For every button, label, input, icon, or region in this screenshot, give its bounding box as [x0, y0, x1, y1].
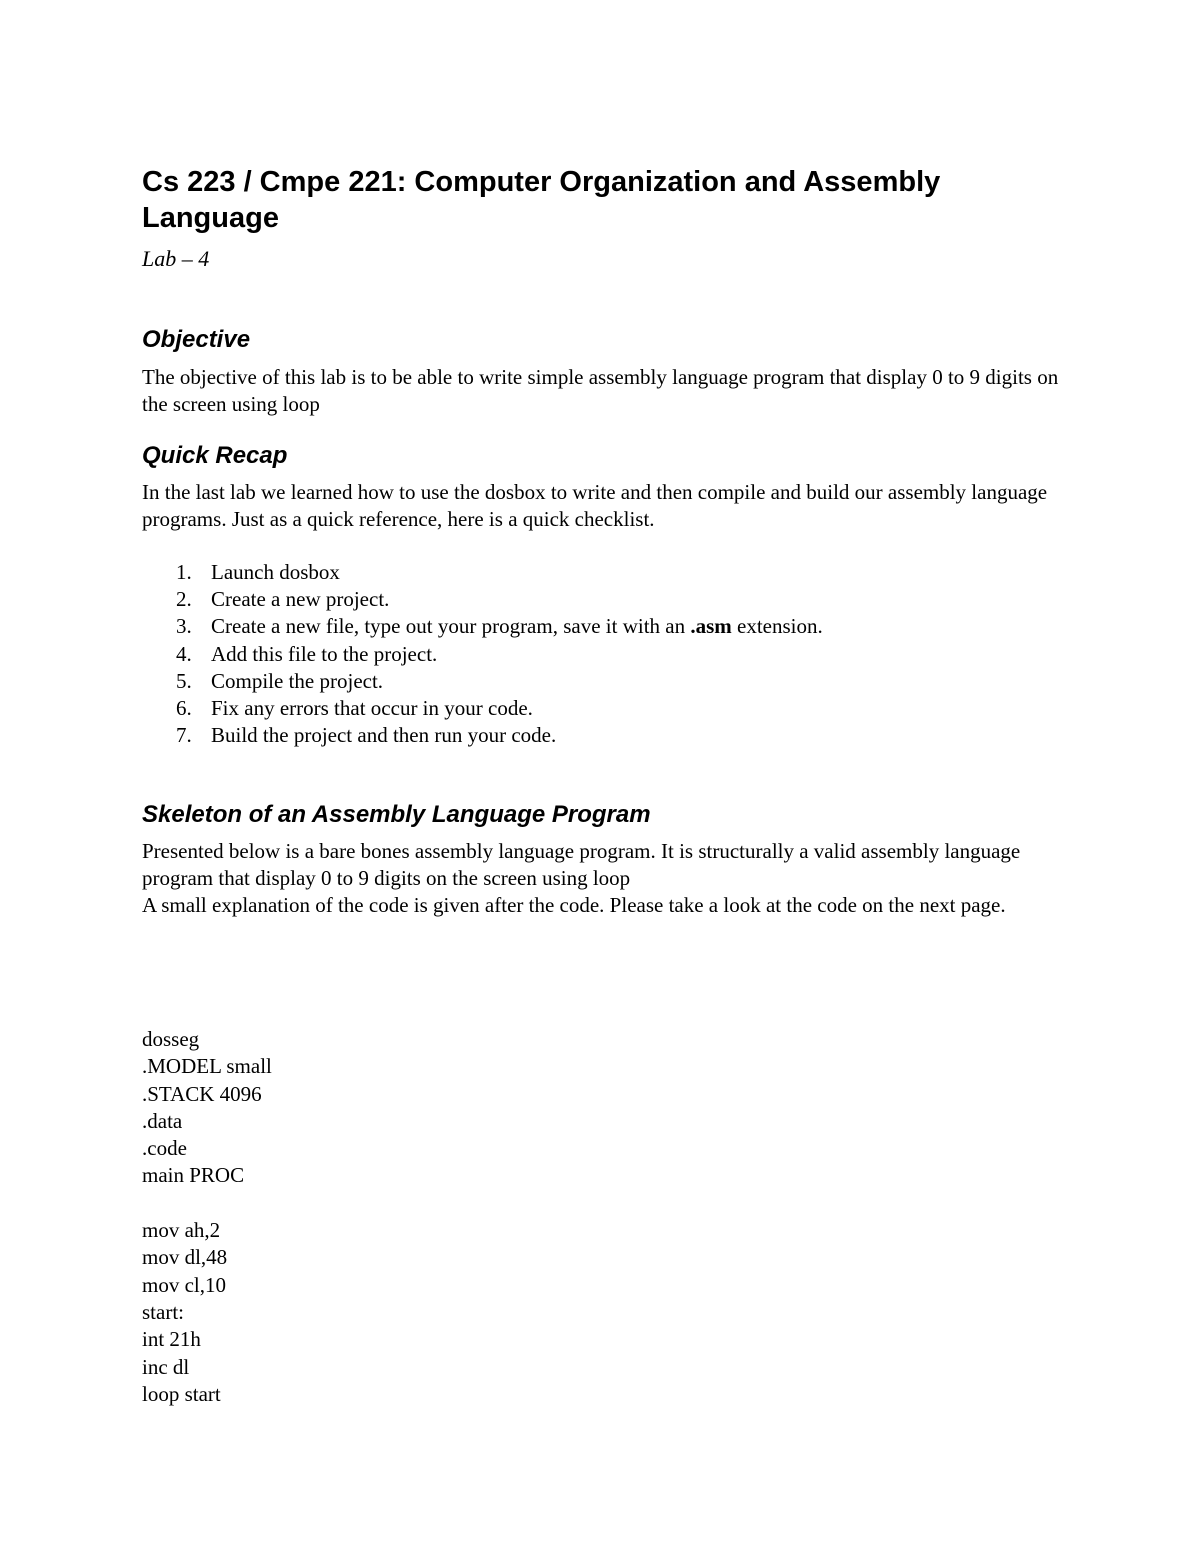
- checklist-item: [142, 695, 823, 722]
- code-line: mov cl,10: [142, 1272, 226, 1297]
- checklist-number: 5.: [176, 668, 192, 693]
- checklist-item: [142, 586, 823, 613]
- quick-recap-heading: Quick Recap: [142, 442, 288, 469]
- checklist-number: 7.: [176, 723, 192, 748]
- document-title: Cs 223 / Cmpe 221: Computer Organization and Assembly Language: [142, 166, 941, 234]
- code-line: dosseg: [142, 1027, 200, 1051]
- skeleton-heading: Skeleton of an Assembly Language Program: [142, 801, 651, 828]
- checklist-item: [142, 559, 823, 586]
- code-blank-line: [142, 1190, 272, 1217]
- objective-text: The objective of this lab is to be able to write simple assembly language program that display 0 to 9 digits on the screen using loop: [142, 365, 1059, 417]
- checklist: [142, 559, 823, 749]
- checklist-item: [142, 613, 823, 640]
- code-line: int 21h: [142, 1327, 201, 1352]
- code-line: .data: [142, 1108, 183, 1133]
- checklist-number: 3.: [176, 614, 192, 639]
- lab-number: Lab – 4: [142, 246, 210, 271]
- skeleton-note: A small explanation of the code is given after the code. Please take a look at the code on the next page.: [142, 893, 1006, 917]
- code-line: .STACK 4096: [142, 1081, 262, 1106]
- checklist-text: Build the project and then run your code.: [211, 723, 557, 748]
- code-line: start:: [142, 1299, 184, 1324]
- checklist-text: Fix any errors that occur in your code.: [211, 696, 533, 721]
- checklist-number: 1.: [176, 560, 192, 584]
- asm-extension: .asm: [690, 614, 732, 639]
- checklist-text: Add this file to the project.: [211, 641, 438, 666]
- checklist-text: Compile the project.: [211, 668, 384, 693]
- objective-heading: Objective: [142, 326, 251, 353]
- code-line: .MODEL small: [142, 1054, 272, 1079]
- checklist-item: [142, 722, 823, 749]
- checklist-item: [142, 668, 823, 695]
- checklist-text: Create a new file, type out your program, save it with an: [211, 614, 691, 639]
- checklist-number: 6.: [176, 696, 192, 721]
- code-listing: [142, 1026, 272, 1408]
- code-line: .code: [142, 1136, 187, 1161]
- skeleton-description: Presented below is a bare bones assembly language program. It is structurally a valid assembly language program that display 0 to 9 digits on the screen using loop: [142, 839, 1021, 891]
- checklist-text: Launch dosbox: [211, 560, 340, 584]
- quick-recap-intro: In the last lab we learned how to use the dosbox to write and then compile and build our assembly language programs. Just as a quick reference, here is a quick checklist.: [142, 480, 1048, 532]
- code-line: mov dl,48: [142, 1245, 228, 1270]
- code-line: main PROC: [142, 1163, 245, 1188]
- code-line: loop start: [142, 1381, 221, 1406]
- code-line: mov ah,2: [142, 1218, 221, 1243]
- checklist-text: Create a new project.: [211, 587, 390, 612]
- checklist-text: extension.: [731, 614, 823, 639]
- checklist-item: [142, 641, 823, 668]
- checklist-number: 4.: [176, 641, 192, 666]
- checklist-number: 2.: [176, 587, 192, 612]
- code-line: inc dl: [142, 1354, 190, 1379]
